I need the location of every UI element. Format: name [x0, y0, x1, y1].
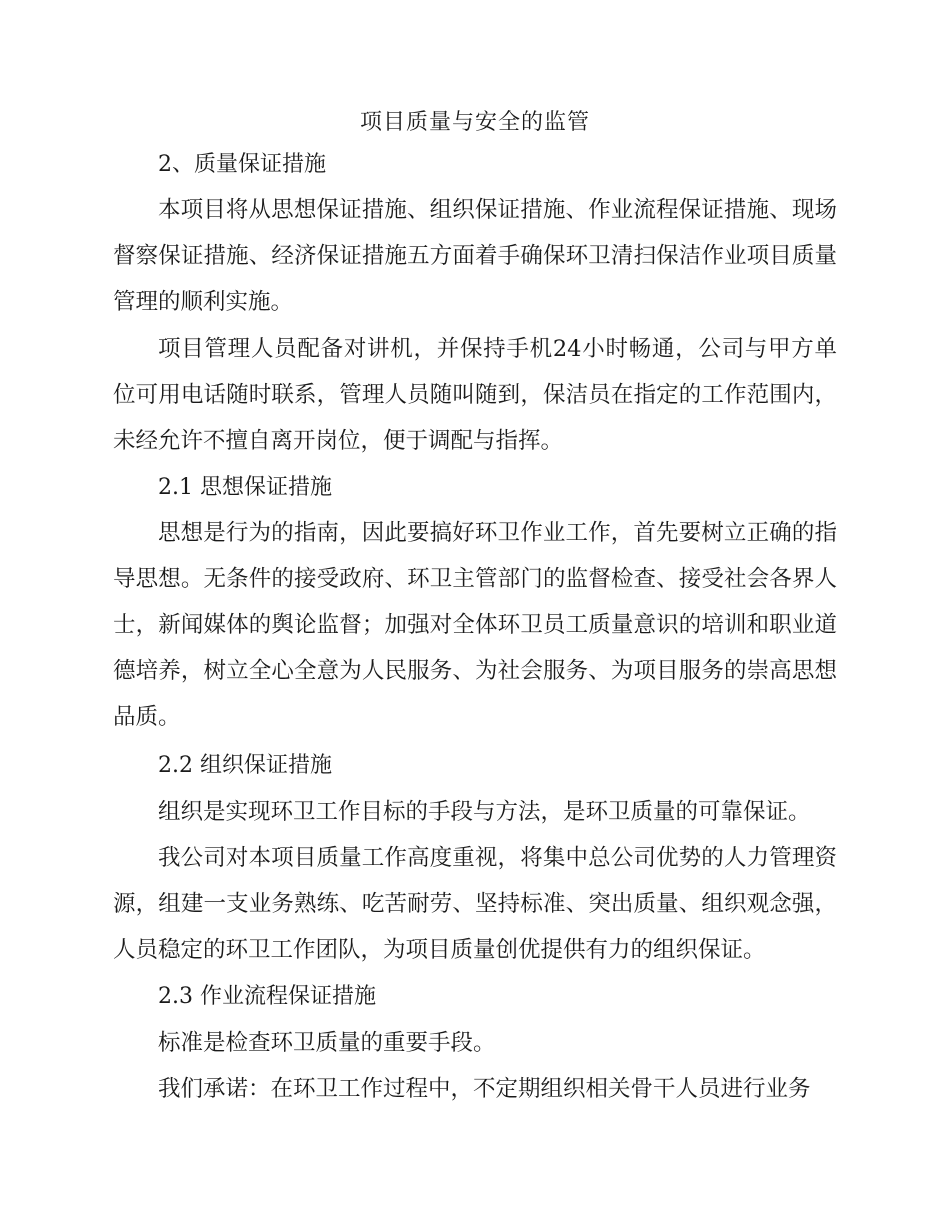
paragraph: 我们承诺：在环卫工作过程中，不定期组织相关骨干人员进行业务 [158, 1076, 811, 1102]
paragraph: 本项目将从思想保证措施、组织保证措施、作业流程保证措施、现场督察保证措施、经济保证措施五方面着手确保环卫清扫保洁作业项目质量管理的顺利实施。 [113, 197, 837, 315]
paragraph: 项目管理人员配备对讲机，并保持手机24小时畅通，公司与甲方单位可用电话随时联系，管理人员随叫随到，保洁员在指定的工作范围内，未经允许不擅自离开岗位，便于调配与指挥。 [113, 336, 837, 454]
paragraph: 组织是实现环卫工作目标的手段与方法，是环卫质量的可靠保证。 [158, 799, 811, 825]
document-title: 项目质量与安全的监管 [359, 110, 590, 135]
paragraph: 标准是检查环卫质量的重要手段。 [158, 1030, 496, 1056]
section-heading: 2.1 思想保证措施 [158, 475, 332, 500]
section-heading: 2.2 组织保证措施 [158, 753, 332, 778]
paragraph: 思想是行为的指南，因此要搞好环卫作业工作，首先要树立正确的指导思想。无条件的接受政府、环卫主管部门的监督检查、接受社会各界人士，新闻媒体的舆论监督；加强对全体环卫员工质量意识的培训和职业道德培养，树立全心全意为人民服务、为社会服务、为项目服务的崇高思想品质。 [113, 520, 837, 730]
paragraph: 我公司对本项目质量工作高度重视，将集中总公司优势的人力管理资源，组建一支业务熟练、吃苦耐劳、坚持标准、突出质量、组织观念强，人员稳定的环卫工作团队，为项目质量创优提供有力的组织保证。 [113, 845, 837, 963]
section-heading: 2、质量保证措施 [158, 152, 326, 177]
section-heading: 2.3 作业流程保证措施 [158, 984, 376, 1009]
